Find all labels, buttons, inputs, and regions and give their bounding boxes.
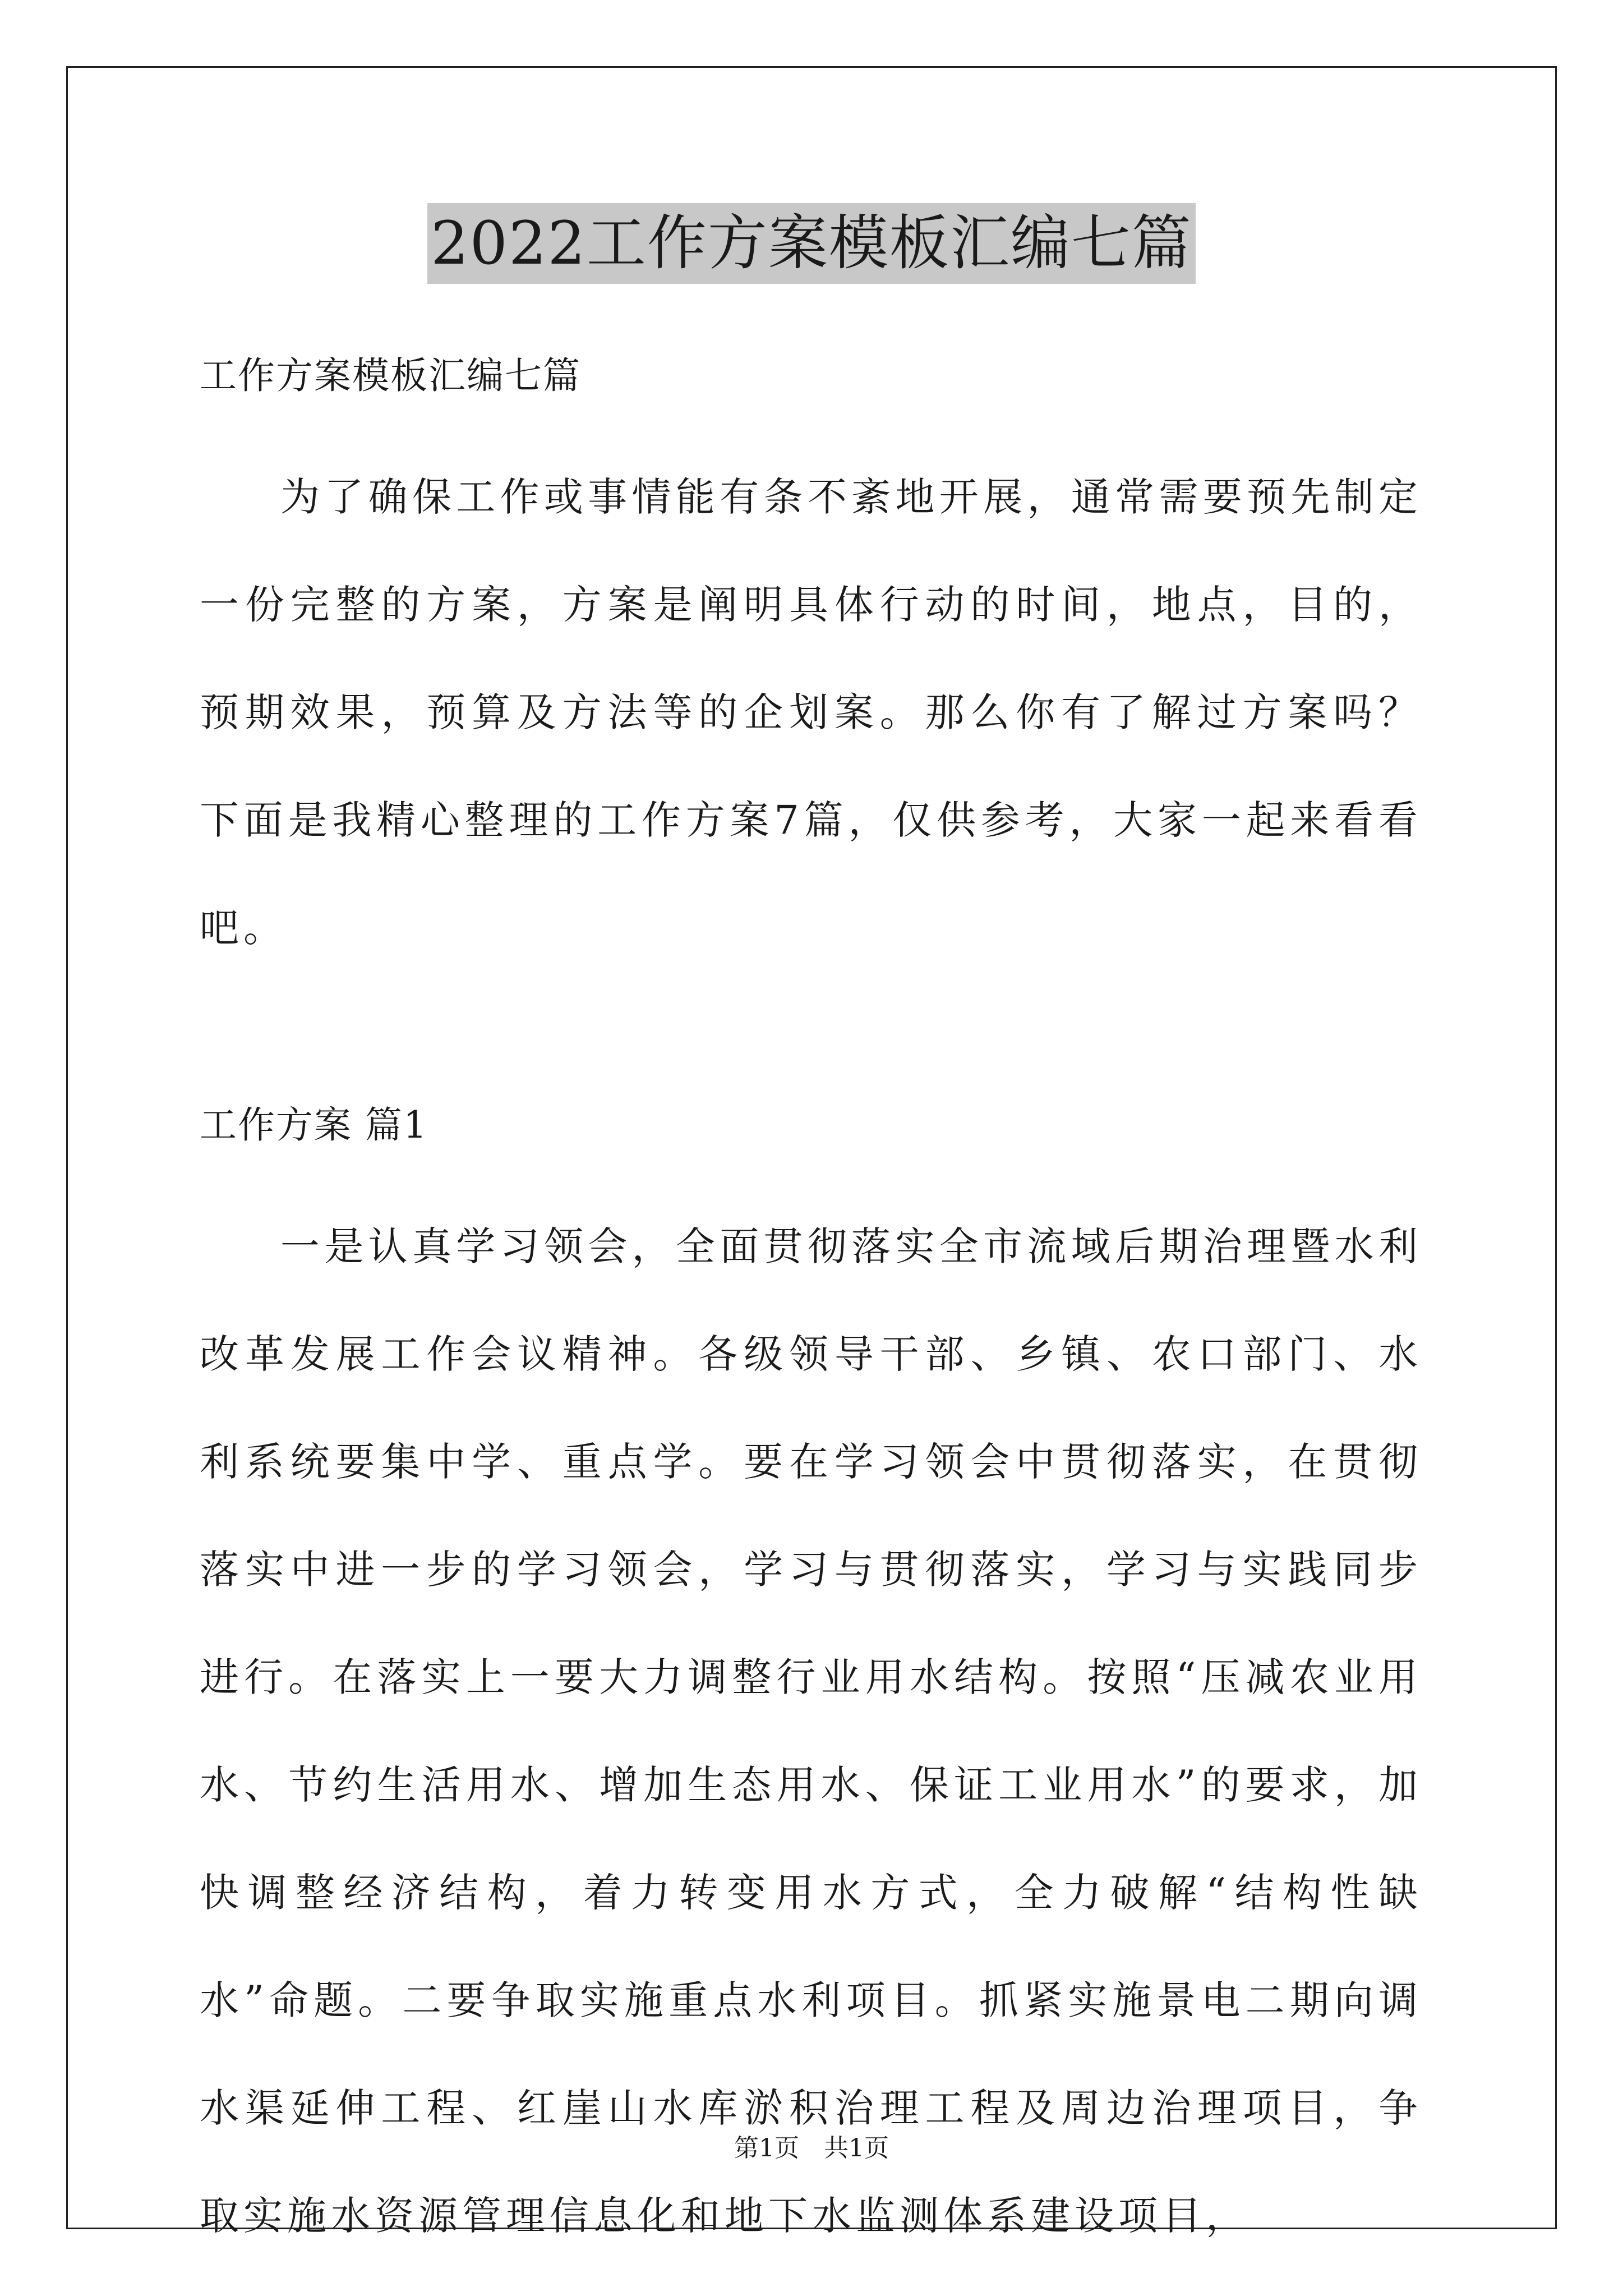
document-subtitle: 工作方案模板汇编七篇 — [200, 354, 581, 397]
page-footer: 第1页 共1页 — [734, 2134, 889, 2162]
intro-paragraph: 为了确保工作或事情能有条不紊地开展，通常需要预先制定一份完整的方案，方案是阐明具体行动的时间，地点，目的，预期效果，预算及方法等的企划案。那么你有了解过方案吗？下面是我精心整理的工作方案7篇，仅供参考，大家一起来看看吧。 — [200, 474, 1422, 951]
section-heading: 工作方案 篇1 — [200, 1103, 428, 1147]
document-title: 2022工作方案模板汇编七篇 — [427, 203, 1196, 284]
title-container — [0, 203, 1623, 284]
document-body — [200, 342, 1422, 2270]
section-paragraph: 一是认真学习领会，全面贯彻落实全市流域后期治理暨水利改革发展工作会议精神。各级领导干部、乡镇、农口部门、水利系统要集中学、重点学。要在学习领会中贯彻落实，在贯彻落实中进一步的学习领会，学习与贯彻落实，学习与实践同步进行。在落实上一要大力调整行业用水结构。按照“压减农业用水、节约生活用水、增加生态用水、保证工业用水”的要求，加快调整经济结构，着力转变用水方式，全力破解“结构性缺水”命题。二要争取实施重点水利项目。抓紧实施景电二期向调水渠延伸工程、红崖山水库淤积治理工程及周边治理项目，争取实施水资源管理信息化和地下水监测体系建设项目， — [200, 1223, 1422, 2239]
